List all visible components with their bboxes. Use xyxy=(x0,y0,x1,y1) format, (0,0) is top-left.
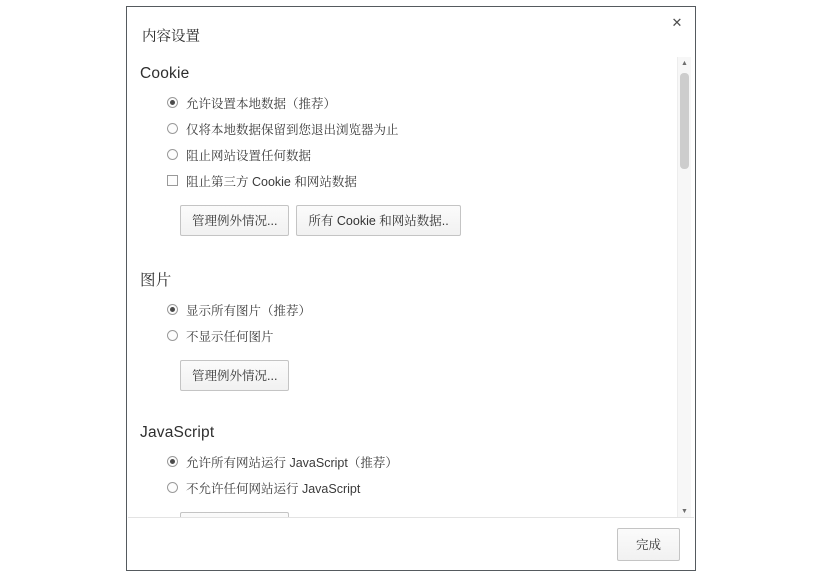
scrollbar-thumb[interactable] xyxy=(680,73,689,169)
section-heading: Cookie xyxy=(140,65,190,82)
scroll-down-arrow-icon[interactable]: ▼ xyxy=(681,508,688,515)
checkbox[interactable] xyxy=(167,175,178,186)
option-label: 阻止第三方 Cookie 和网站数据 xyxy=(186,175,357,189)
section-button-row xyxy=(180,205,684,236)
option-list xyxy=(140,304,684,344)
manage-exceptions-button[interactable]: 管理例外情况... xyxy=(180,360,289,391)
radio-button[interactable] xyxy=(167,482,178,493)
manage-exceptions-button[interactable]: 管理例外情况... xyxy=(180,205,289,236)
radio-button[interactable] xyxy=(167,97,178,108)
radio-button[interactable] xyxy=(167,456,178,467)
radio-option[interactable] xyxy=(140,123,684,137)
radio-button[interactable] xyxy=(167,330,178,341)
option-label: 允许所有网站运行 JavaScript（推荐） xyxy=(186,456,398,470)
radio-option[interactable] xyxy=(140,97,684,111)
section-heading: 图片 xyxy=(140,272,172,289)
option-label: 显示所有图片（推荐） xyxy=(186,304,312,318)
radio-option[interactable] xyxy=(140,482,684,496)
radio-button[interactable] xyxy=(167,123,178,134)
checkbox-option[interactable] xyxy=(140,175,684,189)
done-button[interactable]: 完成 xyxy=(617,528,680,561)
option-label: 不显示任何图片 xyxy=(186,330,274,344)
option-label: 仅将本地数据保留到您退出浏览器为止 xyxy=(186,123,399,137)
radio-option[interactable] xyxy=(140,304,684,318)
close-icon[interactable]: ✕ xyxy=(671,15,683,30)
settings-scroll-area xyxy=(128,53,684,520)
radio-option[interactable] xyxy=(140,149,684,163)
scroll-up-arrow-icon[interactable]: ▲ xyxy=(681,60,688,67)
settings-sections xyxy=(128,65,684,543)
dialog-footer xyxy=(128,517,694,569)
page-title: 内容设置 xyxy=(142,29,200,45)
option-label: 允许设置本地数据（推荐） xyxy=(186,97,337,111)
radio-button[interactable] xyxy=(167,304,178,315)
section-heading: JavaScript xyxy=(140,424,215,441)
vertical-scrollbar[interactable] xyxy=(677,57,691,519)
option-label: 不允许任何网站运行 JavaScript xyxy=(186,482,361,496)
option-label: 阻止网站设置任何数据 xyxy=(186,149,312,163)
radio-button[interactable] xyxy=(167,149,178,160)
radio-option[interactable] xyxy=(140,330,684,344)
radio-option[interactable] xyxy=(140,456,684,470)
all-cookies-and-site-data-button[interactable]: 所有 Cookie 和网站数据.. xyxy=(296,205,460,236)
section-button-row xyxy=(180,360,684,391)
option-list xyxy=(140,97,684,189)
content-settings-dialog xyxy=(126,6,696,571)
option-list xyxy=(140,456,684,496)
